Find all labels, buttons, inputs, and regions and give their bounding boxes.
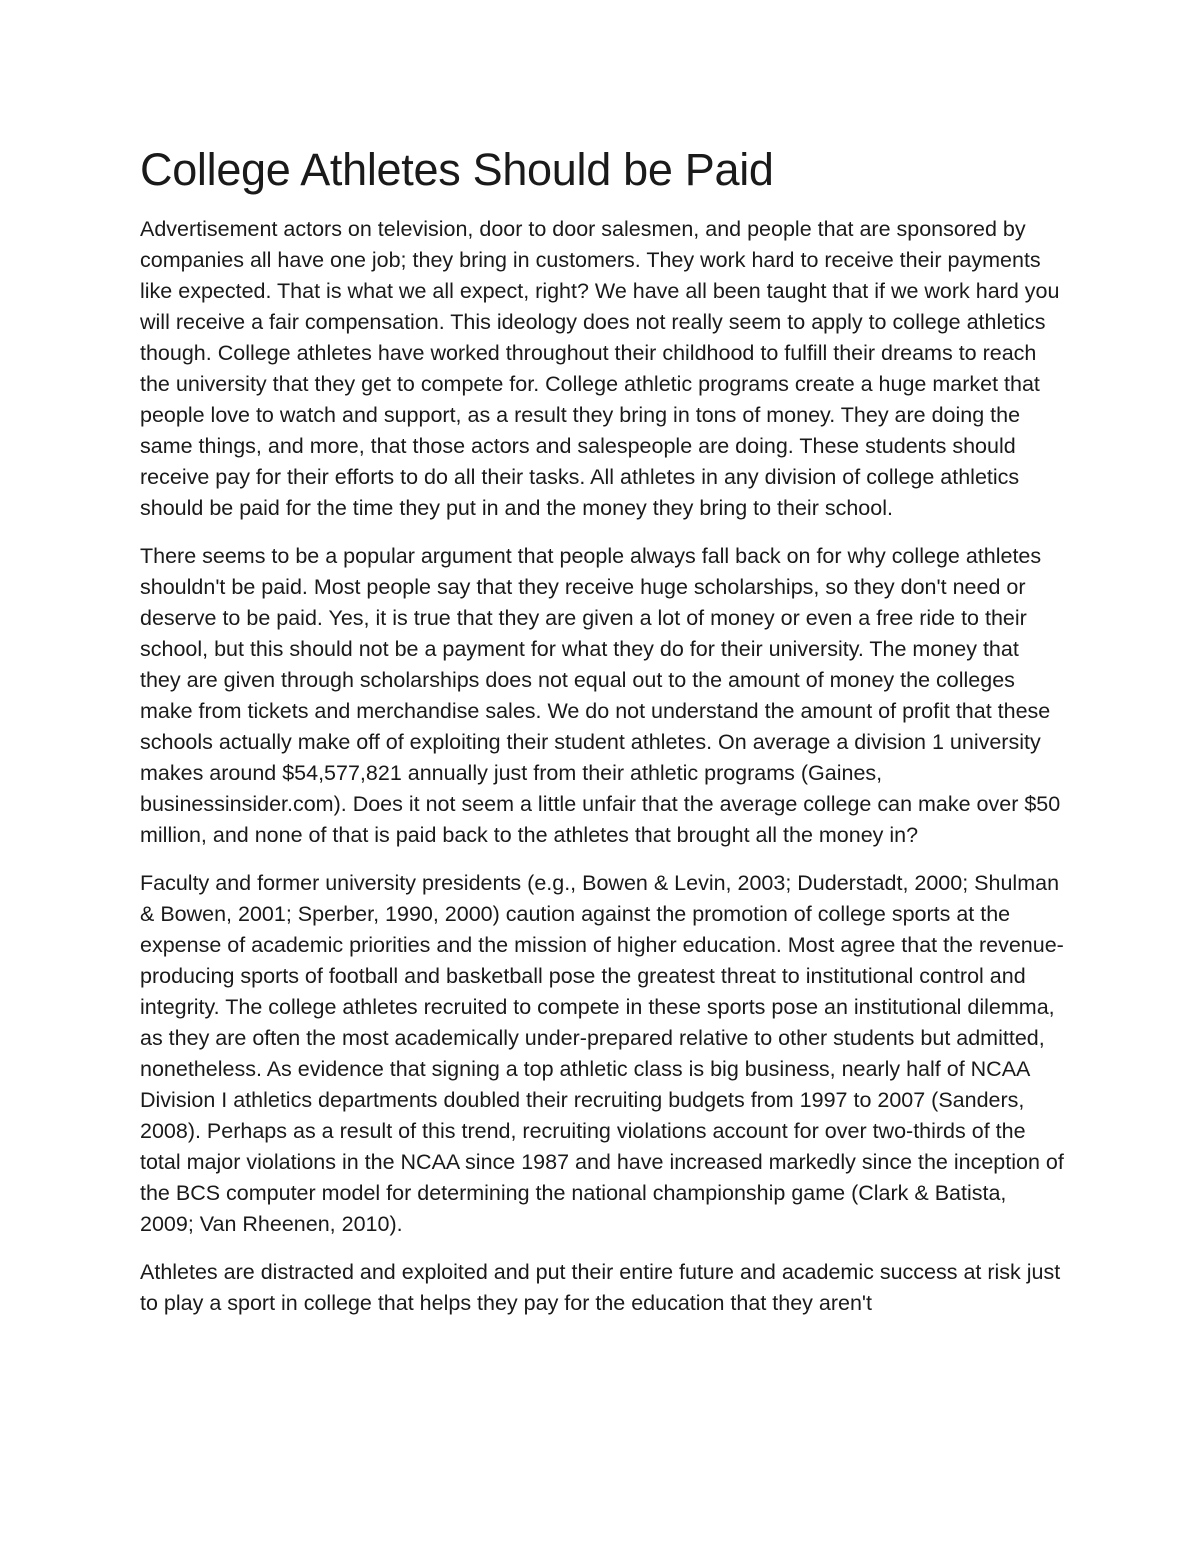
paragraph-intro: Advertisement actors on television, door to door salesmen, and people that are sponsored by companies all have one job; they bring in customers. They work hard to receive their payments like expected. That is what we all expect, right? We have all been taught that if we work hard you will receive a fair compensation. This ideology does not really seem to apply to college athletics though. College athletes have worked throughout their childhood to fulfill their dreams to reach the university that they get to compete for. College athletic programs create a huge market that people love to watch and support, as a result they bring in tons of money. They are doing the same things, and more, that those actors and salespeople are doing. These students should receive pay for their efforts to do all their tasks. All athletes in any division of college athletics should be paid for the time they put in and the money they bring to their school. — [140, 217, 1060, 520]
document-body — [140, 140, 1065, 1336]
page-title: College Athletes Should be Paid — [140, 144, 774, 195]
paragraph-athletes-exploited: Athletes are distracted and exploited and put their entire future and academic success at risk just to play a sport in college that helps they pay for the education that they aren't — [140, 1260, 1061, 1315]
paragraph-scholarship-argument: There seems to be a popular argument that people always fall back on for why college athletes shouldn't be paid. Most people say that they receive huge scholarships, so they don't need or deserve to be paid. Yes, it is true that they are given a lot of money or even a free ride to their school, but this should not be a payment for what they do for their university. The money that they are given through scholarships does not equal out to the amount of money the colleges make from tickets and merchandise sales. We do not understand the amount of profit that these schools actually make off of exploiting their student athletes. On average a division 1 university makes around $54,577,821 annually just from their athletic programs (Gaines, businessinsider.com). Does it not seem a little unfair that the average college can make over $50 million, and none of that is paid back to the athletes that brought all the money in? — [140, 544, 1061, 847]
paragraph-faculty-caution: Faculty and former university presidents (e.g., Bowen & Levin, 2003; Duderstadt, 2000; Shulman & Bowen, 2001; Sperber, 1990, 2000) caution against the promotion of college sports at the expense of academic priorities and the mission of higher education. Most agree that the revenue-producing sports of football and basketball pose the greatest threat to institutional control and integrity. The college athletes recruited to compete in these sports pose an institutional dilemma, as they are often the most academically under-prepared relative to other students but admitted, nonetheless. As evidence that signing a top athletic class is big business, nearly half of NCAA Division I athletics departments doubled their recruiting budgets from 1997 to 2007 (Sanders, 2008). Perhaps as a result of this trend, recruiting violations account for over two-thirds of the total major violations in the NCAA since 1987 and have increased markedly since the inception of the BCS computer model for determining the national championship game (Clark & Batista, 2009; Van Rheenen, 2010). — [140, 871, 1064, 1236]
